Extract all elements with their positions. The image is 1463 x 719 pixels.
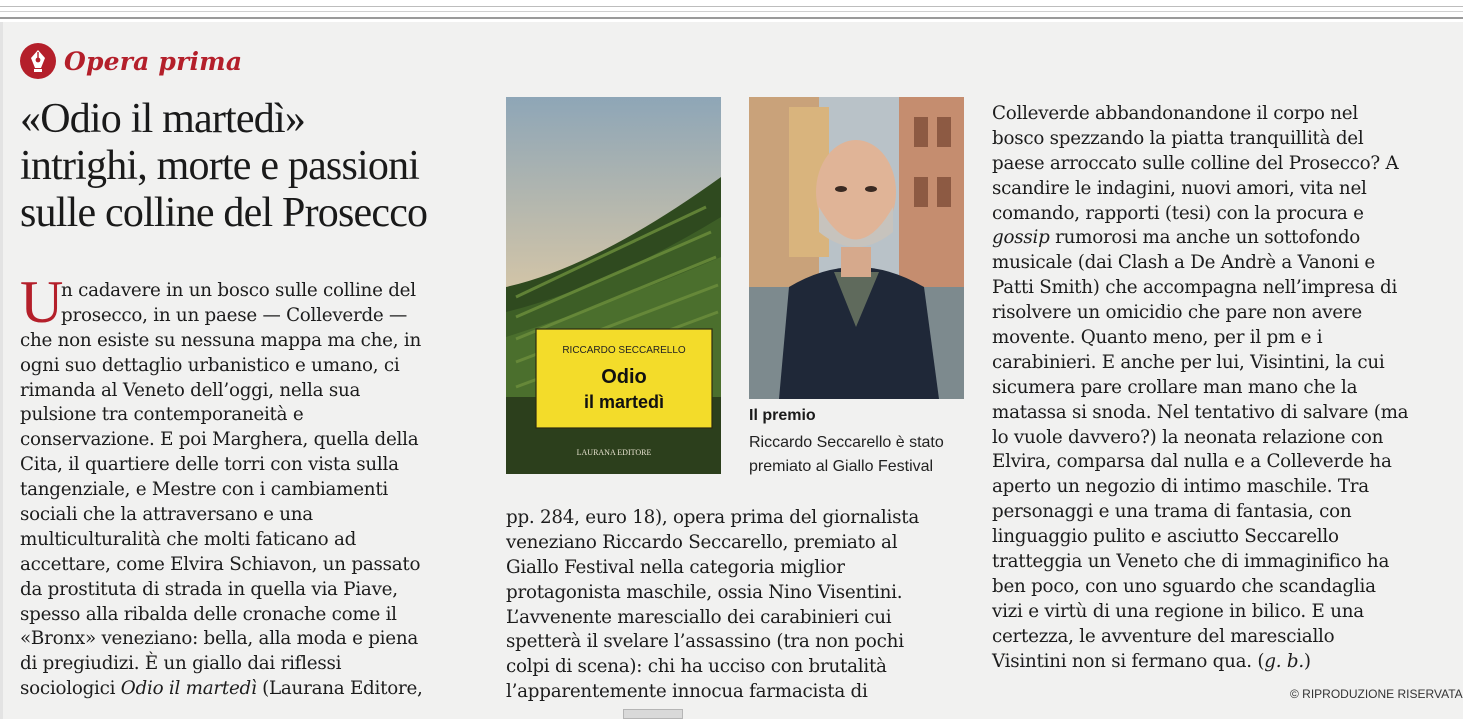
text-line: colpi di scena): chi ha ucciso con brutalità [506,656,887,678]
text-line: carabinieri. E anche per lui, Visintini, la cui [992,351,1385,373]
text-line [992,650,1452,675]
text-line: lo vuole davvero?) la neonata relazione con [992,426,1384,448]
text-line: scandire le indagini, nuovi amori, vita nel [992,177,1367,199]
text-line: risolvere un omicidio che pare non avere [992,302,1362,324]
text-line: Patti Smith) che accompagna nell’impresa di [992,277,1398,299]
cover-author: RICCARDO SECCARELLO [562,345,686,356]
text-fragment: rumorosi ma anche un sottofondo [1049,227,1361,249]
headline-line: intrighi, morte e passioni [20,143,420,189]
text-line: movente. Quanto meno, per il pm e i [992,327,1323,349]
text-line: pp. 284, euro 18), opera prima del giornalista [506,507,919,528]
text-line [20,677,490,702]
article-column-3 [992,102,1452,674]
cover-title-line2: il martedì [583,392,665,412]
text-line: spetterà il svelare l’assassino (tra non pochi [506,631,904,653]
text-fragment: ) [1303,650,1311,672]
cover-title-line1: Odio [601,366,647,388]
text-line: tangenziale, e Mestre con i cambiamenti [20,479,389,501]
caption-line: Riccardo Seccarello è stato [749,434,944,451]
author-photo [749,97,964,399]
signature-italic: g. b. [1264,650,1304,672]
book-title-italic: Odio il martedì [120,678,257,700]
text-fragment: sociologici [20,678,121,700]
page-edge [0,22,3,719]
text-line: bosco spezzando la piatta tranquillità del [992,127,1364,149]
gossip-italic: gossip [992,227,1050,249]
text-line: protagonista maschile, ossia Nino Visentini. [506,581,903,603]
text-fragment: Visintini non si fermano qua. ( [992,650,1265,672]
text-line: veneziano Riccardo Seccarello, premiato al [506,531,898,553]
section-label: Opera prima [64,46,243,76]
text-line: pulsione tra contemporaneità e [20,404,304,426]
section-header [20,42,242,80]
text-line: n cadavere in un bosco sulle colline del [61,280,416,301]
text-line: matassa si snoda. Nel tentativo di salvare (ma [992,401,1409,423]
text-line: vizi e virtù di una regione in bilico. E una [992,600,1364,622]
author-portrait [749,97,964,399]
book-cover-art [506,97,721,474]
text-line: rimanda al Veneto dell’oggi, nella sua [20,379,361,401]
text-line: Elvira, comparsa dal nulla e a Colleverde ha [992,451,1392,473]
fountain-pen-icon [20,43,56,79]
text-line: spesso alla ribalda delle cronache come il [20,603,397,625]
text-line: l’apparentemente innocua farmacista di [506,681,868,703]
headline-line: «Odio il martedì» [20,96,306,142]
text-line: ben poco, con uno sguardo che scandaglia [992,575,1376,597]
text-line: Colleverde abbandonandone il corpo nel [992,103,1358,124]
text-line: paese arroccato sulle colline del Prosecco? A [992,152,1399,174]
text-line: Giallo Festival nella categoria miglior [506,556,845,578]
text-line: linguaggio pulito e asciutto Seccarello [992,526,1339,548]
print-stamp [623,709,683,719]
caption-line: premiato al Giallo Festival [749,458,934,475]
text-line: da prostituta di strada in quella via Piave, [20,578,398,600]
text-line: conservazione. E poi Marghera, quella della [20,429,419,451]
text-line: sociali che la attraversano e una [20,504,313,526]
top-rules [0,0,1463,22]
caption-title: Il premio [749,407,816,424]
headline-line: sulle colline del Prosecco [20,190,428,236]
book-cover [506,97,721,474]
text-line: Cita, il quartiere delle torri con vista sulla [20,454,399,476]
text-line: certezza, le avventure del maresciallo [992,625,1335,647]
text-line: musicale (dai Clash a De Andrè a Vanoni e [992,252,1376,274]
text-line: sicumera pare crollare man mano che la [992,376,1358,398]
article-column-2 [506,506,976,705]
text-line: aperto un negozio di intimo maschile. Tra [992,476,1369,498]
text-line: personaggi e una trama di fantasia, con [992,501,1352,523]
text-line: comando, rapporti (tesi) con la procura e [992,202,1364,224]
text-line: che non esiste su nessuna mappa ma che, in [20,329,421,351]
article-column-1 [20,279,490,702]
text-line: ogni suo dettaglio urbanistico e umano, ci [20,354,400,376]
text-line: tratteggia un Veneto che di immaginifico ha [992,551,1390,573]
text-fragment: (Laurana Editore, [256,678,423,700]
caption-text [749,431,979,479]
copyright-notice: © RIPRODUZIONE RISERVATA [1290,687,1463,701]
text-line [992,226,1452,251]
headline [20,96,490,237]
text-line: prosecco, in un paese — Colleverde — [61,304,408,326]
text-line: di pregiudizi. È un giallo dai riflessi [20,653,342,675]
drop-cap: U [20,269,64,335]
cover-publisher: LAURANA EDITORE [576,448,652,457]
text-line: accettare, come Elvira Schiavon, un passato [20,553,421,575]
text-line: multiculturalità che molti faticano ad [20,528,357,550]
text-line: L’avvenente maresciallo dei carabinieri cui [506,606,892,628]
text-line: «Bronx» veneziano: bella, alla moda e piena [20,628,419,650]
